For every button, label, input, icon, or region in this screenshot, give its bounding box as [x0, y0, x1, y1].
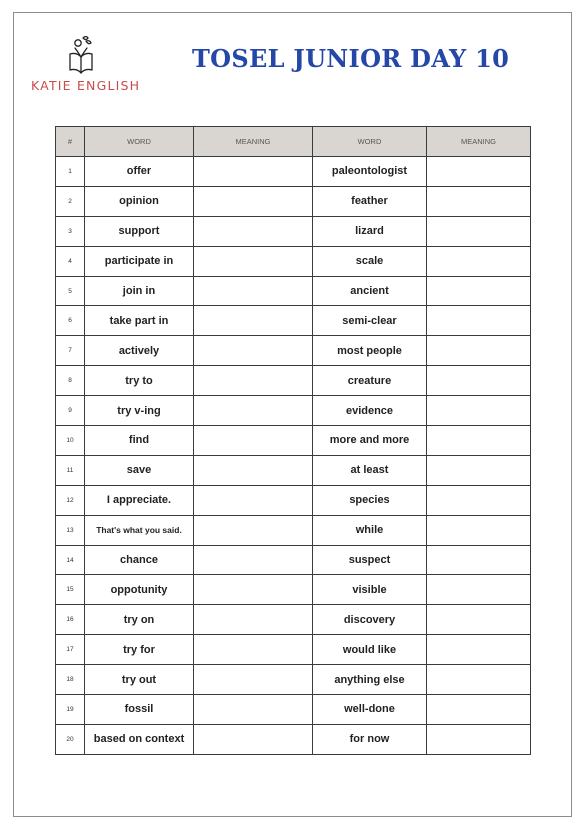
row-number: 3 — [56, 216, 85, 246]
table-row — [56, 455, 531, 485]
word-cell: anything else — [313, 665, 427, 695]
meaning-cell[interactable] — [194, 575, 313, 605]
word-cell: well-done — [313, 695, 427, 725]
row-number: 14 — [56, 545, 85, 575]
meaning-cell[interactable] — [194, 366, 313, 396]
row-number: 7 — [56, 336, 85, 366]
column-header-number: # — [56, 127, 85, 157]
row-number: 19 — [56, 695, 85, 725]
word-cell: would like — [313, 635, 427, 665]
meaning-cell[interactable] — [427, 575, 531, 605]
word-cell: oppotunity — [85, 575, 194, 605]
word-cell: save — [85, 455, 194, 485]
meaning-cell[interactable] — [194, 455, 313, 485]
meaning-cell[interactable] — [194, 426, 313, 456]
word-cell: offer — [85, 157, 194, 187]
logo — [31, 24, 141, 96]
word-cell: while — [313, 515, 427, 545]
meaning-cell[interactable] — [427, 426, 531, 456]
word-cell: paleontologist — [313, 157, 427, 187]
meaning-cell[interactable] — [427, 515, 531, 545]
word-cell: scale — [313, 246, 427, 276]
meaning-cell[interactable] — [427, 216, 531, 246]
meaning-cell[interactable] — [194, 396, 313, 426]
row-number: 10 — [56, 426, 85, 456]
meaning-cell[interactable] — [194, 157, 313, 187]
table-row — [56, 246, 531, 276]
meaning-cell[interactable] — [427, 455, 531, 485]
meaning-cell[interactable] — [194, 186, 313, 216]
word-cell: ancient — [313, 276, 427, 306]
meaning-cell[interactable] — [427, 635, 531, 665]
row-number: 8 — [56, 366, 85, 396]
word-cell: lizard — [313, 216, 427, 246]
word-cell: chance — [85, 545, 194, 575]
meaning-cell[interactable] — [194, 605, 313, 635]
table-row — [56, 276, 531, 306]
meaning-cell[interactable] — [194, 216, 313, 246]
column-header-word: WORD — [85, 127, 194, 157]
word-cell: find — [85, 426, 194, 456]
row-number: 16 — [56, 605, 85, 635]
meaning-cell[interactable] — [427, 665, 531, 695]
meaning-cell[interactable] — [427, 545, 531, 575]
table-row — [56, 336, 531, 366]
meaning-cell[interactable] — [427, 157, 531, 187]
table-row — [56, 605, 531, 635]
book-reader-icon — [67, 34, 95, 74]
word-cell: suspect — [313, 545, 427, 575]
row-number: 13 — [56, 515, 85, 545]
table-row — [56, 724, 531, 754]
logo-text: KATIE ENGLISH — [31, 78, 141, 93]
table-row — [56, 665, 531, 695]
meaning-cell[interactable] — [427, 276, 531, 306]
word-cell: visible — [313, 575, 427, 605]
row-number: 4 — [56, 246, 85, 276]
column-header-meaning: MEANING — [427, 127, 531, 157]
row-number: 12 — [56, 485, 85, 515]
meaning-cell[interactable] — [427, 485, 531, 515]
page-title: TOSEL JUNIOR DAY 10 — [192, 44, 510, 73]
word-cell: try v-ing — [85, 396, 194, 426]
word-cell: try out — [85, 665, 194, 695]
table-header-row — [56, 127, 531, 157]
row-number: 18 — [56, 665, 85, 695]
table-row — [56, 515, 531, 545]
word-cell: most people — [313, 336, 427, 366]
vocabulary-table — [55, 126, 531, 755]
word-cell: fossil — [85, 695, 194, 725]
meaning-cell[interactable] — [427, 695, 531, 725]
meaning-cell[interactable] — [427, 605, 531, 635]
table-row — [56, 157, 531, 187]
word-cell: actively — [85, 336, 194, 366]
row-number: 6 — [56, 306, 85, 336]
word-cell: more and more — [313, 426, 427, 456]
meaning-cell[interactable] — [427, 246, 531, 276]
meaning-cell[interactable] — [427, 396, 531, 426]
row-number: 20 — [56, 724, 85, 754]
row-number: 1 — [56, 157, 85, 187]
table-row — [56, 545, 531, 575]
row-number: 5 — [56, 276, 85, 306]
meaning-cell[interactable] — [194, 515, 313, 545]
word-cell: join in — [85, 276, 194, 306]
meaning-cell[interactable] — [194, 306, 313, 336]
word-cell: species — [313, 485, 427, 515]
meaning-cell[interactable] — [194, 276, 313, 306]
column-header-word: WORD — [313, 127, 427, 157]
table-row — [56, 366, 531, 396]
word-cell: at least — [313, 455, 427, 485]
word-cell: try on — [85, 605, 194, 635]
word-cell: support — [85, 216, 194, 246]
meaning-cell[interactable] — [194, 665, 313, 695]
meaning-cell[interactable] — [194, 724, 313, 754]
meaning-cell[interactable] — [194, 246, 313, 276]
column-header-meaning: MEANING — [194, 127, 313, 157]
meaning-cell[interactable] — [194, 635, 313, 665]
row-number: 11 — [56, 455, 85, 485]
row-number: 9 — [56, 396, 85, 426]
meaning-cell[interactable] — [194, 336, 313, 366]
word-cell: semi-clear — [313, 306, 427, 336]
word-cell: for now — [313, 724, 427, 754]
meaning-cell[interactable] — [427, 306, 531, 336]
word-cell: evidence — [313, 396, 427, 426]
word-cell: try for — [85, 635, 194, 665]
word-cell: opinion — [85, 186, 194, 216]
table-row — [56, 306, 531, 336]
word-cell: take part in — [85, 306, 194, 336]
meaning-cell[interactable] — [427, 366, 531, 396]
table-row — [56, 485, 531, 515]
word-cell: I appreciate. — [85, 485, 194, 515]
meaning-cell[interactable] — [427, 336, 531, 366]
table-row — [56, 695, 531, 725]
row-number: 2 — [56, 186, 85, 216]
table-row — [56, 186, 531, 216]
meaning-cell[interactable] — [427, 186, 531, 216]
table-row — [56, 216, 531, 246]
table-row — [56, 426, 531, 456]
word-cell: participate in — [85, 246, 194, 276]
table-row — [56, 635, 531, 665]
row-number: 15 — [56, 575, 85, 605]
word-cell: discovery — [313, 605, 427, 635]
word-cell: based on context — [85, 724, 194, 754]
table-row — [56, 575, 531, 605]
table-row — [56, 396, 531, 426]
word-cell: feather — [313, 186, 427, 216]
meaning-cell[interactable] — [427, 724, 531, 754]
meaning-cell[interactable] — [194, 485, 313, 515]
meaning-cell[interactable] — [194, 545, 313, 575]
row-number: 17 — [56, 635, 85, 665]
meaning-cell[interactable] — [194, 695, 313, 725]
word-cell: That's what you said. — [85, 515, 194, 545]
word-cell: creature — [313, 366, 427, 396]
word-cell: try to — [85, 366, 194, 396]
